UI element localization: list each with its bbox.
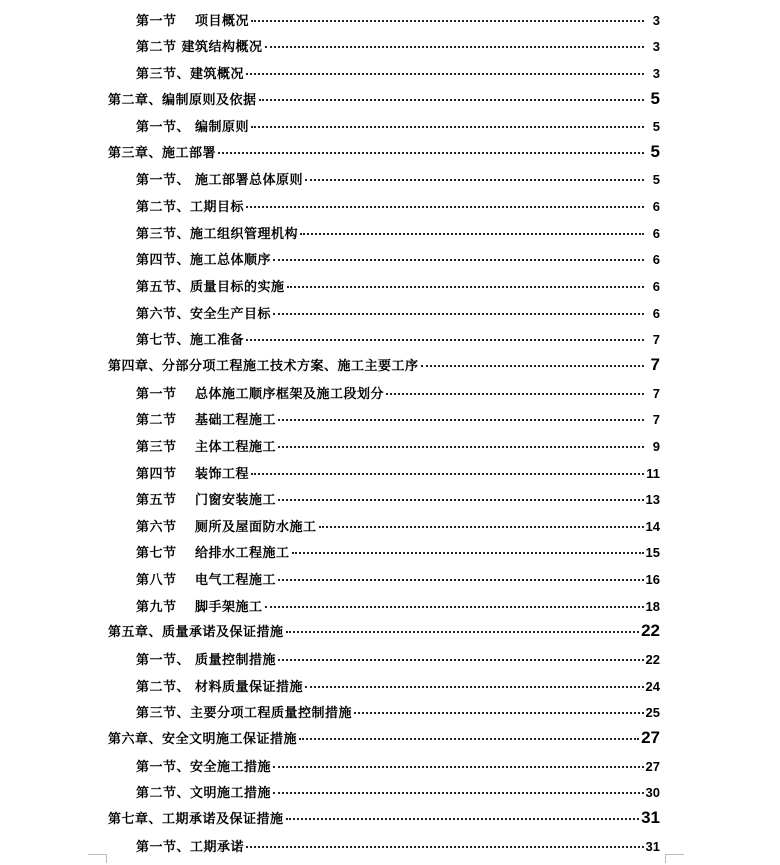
toc-entry-line [136,63,660,82]
dot-leader [273,792,644,794]
toc-entry-line [136,542,660,561]
toc-entry-title: 第四章、分部分项工程施工技术方案、施工主要工序 [108,358,419,374]
toc-page-number: 16 [645,572,660,588]
dot-leader [246,846,644,848]
toc-entry-line [136,223,660,242]
toc-entry-line [108,89,660,109]
dot-leader [286,818,640,820]
toc-page-number: 27 [645,758,660,774]
toc-entry-line [108,621,660,641]
toc-section-entry[interactable] [0,459,780,486]
toc-page-number: 25 [645,705,660,721]
toc-page-number: 18 [645,598,660,614]
dot-leader [246,73,644,75]
toc-entry-title: 第三章、施工部署 [108,145,217,161]
toc-entry-title: 第七章、工期承诺及保证措施 [108,811,284,827]
toc-section-entry[interactable] [0,192,780,219]
toc-page-number: 13 [645,492,660,508]
toc-entry-title: 第一节、 施工部署总体原则 [136,173,304,189]
dot-leader [251,473,644,475]
toc-entry-line [136,596,660,615]
toc-entry-title: 第一节 项目概况 [136,13,250,29]
toc-entry-title: 第四节 装饰工程 [136,466,250,482]
toc-section-entry[interactable] [0,166,780,193]
toc-page-number: 5 [652,119,660,135]
toc-section-entry[interactable] [0,406,780,433]
toc-entry-line [108,142,660,162]
toc-page-number: 22 [645,652,660,668]
dot-leader [246,339,644,341]
dot-leader [218,152,644,154]
toc-entry-title: 第五节、质量目标的实施 [136,280,285,296]
toc-page-number: 3 [652,65,660,81]
toc-entry-line [136,10,660,29]
toc-page-number: 6 [652,225,660,241]
toc-entry-line [136,516,660,535]
toc-entry-title: 第二节、文明施工措施 [136,786,272,802]
toc-page-number: 22 [641,621,660,641]
dot-leader [246,206,644,208]
toc-entry-title: 第二节 建筑结构概况 [136,40,263,56]
toc-page-number: 7 [652,385,660,401]
dot-leader [265,46,644,48]
toc-chapter-entry[interactable] [0,805,780,832]
toc-page-number: 7 [650,354,660,374]
toc-page-number: 24 [645,678,660,694]
toc-entry-line [136,489,660,508]
dot-leader [421,365,644,367]
toc-section-entry[interactable] [0,272,780,299]
toc-entry-title: 第六节、安全生产目标 [136,306,272,322]
toc-section-entry[interactable] [0,59,780,86]
toc-entry-line [136,383,660,402]
dot-leader [251,20,644,22]
dot-leader [305,179,644,181]
toc-entry-title: 第九节 脚手架施工 [136,599,263,615]
dot-leader [278,579,644,581]
toc-entry-line [136,463,660,482]
toc-entry-line [136,649,660,668]
toc-entry-line [108,808,660,828]
toc-section-entry[interactable] [0,752,780,779]
dot-leader [273,259,644,261]
toc-page-number: 5 [650,88,660,108]
toc-page-number: 3 [652,12,660,28]
toc-page-number: 11 [646,465,660,481]
toc-page-number: 5 [652,172,660,188]
toc-entry-title: 第六章、安全文明施工保证措施 [108,731,298,747]
dot-leader [292,552,644,554]
toc-page-number: 7 [652,412,660,428]
dot-leader [273,766,644,768]
toc-entry-title: 第三节、主要分项工程质量控制措施 [136,706,353,722]
toc-entry-line [136,169,660,188]
toc-section-entry[interactable] [0,565,780,592]
toc-entry-line [136,249,660,268]
dot-leader [251,126,644,128]
toc-entry-line [136,36,660,55]
toc-page-number: 31 [645,838,660,854]
toc-page-number: 30 [645,785,660,801]
toc-page-number: 3 [652,39,660,55]
dot-leader [386,393,644,395]
toc-entry-title: 第七节 给排水工程施工 [136,546,290,562]
toc-entry-line [136,116,660,135]
toc-chapter-entry[interactable] [0,619,780,646]
toc-section-entry[interactable] [0,326,780,353]
toc-chapter-entry[interactable] [0,352,780,379]
toc-section-entry[interactable] [0,299,780,326]
toc-section-entry[interactable] [0,592,780,619]
dot-leader [273,313,644,315]
toc-page-number: 7 [652,332,660,348]
toc-entry-title: 第一节 总体施工顺序框架及施工段划分 [136,386,385,402]
toc-page-number: 27 [641,727,660,747]
toc-entry-title: 第一节、 质量控制措施 [136,653,277,669]
toc-entry-title: 第五章、质量承诺及保证措施 [108,625,284,641]
page-corner-mark-right [665,854,684,863]
toc-entry-title: 第二节 基础工程施工 [136,413,277,429]
toc-page-number: 15 [645,545,660,561]
toc-entry-line [136,409,660,428]
toc-section-entry[interactable] [0,113,780,140]
toc-entry-line [136,196,660,215]
toc-entry-title: 第四节、施工总体顺序 [136,253,272,269]
toc-entry-title: 第一节、 编制原则 [136,120,250,136]
toc-entry-title: 第七节、施工准备 [136,333,245,349]
toc-entry-line [136,836,660,855]
dot-leader [278,446,644,448]
toc-entry-line [136,303,660,322]
page-corner-mark-left [88,854,107,863]
toc-entry-line [136,329,660,348]
toc-entry-title: 第三节、施工组织管理机构 [136,226,299,242]
dot-leader [265,606,644,608]
toc-page-number: 31 [641,807,660,827]
toc-chapter-entry[interactable] [0,139,780,166]
toc-section-entry[interactable] [0,699,780,726]
dot-leader [278,499,644,501]
toc-section-entry[interactable] [0,219,780,246]
table-of-contents [0,6,780,859]
toc-page-number: 6 [652,279,660,295]
toc-entry-line [136,702,660,721]
toc-section-entry[interactable] [0,33,780,60]
dot-leader [319,526,644,528]
toc-section-entry[interactable] [0,539,780,566]
dot-leader [259,99,644,101]
toc-entry-line [108,728,660,748]
toc-entry-title: 第三节、建筑概况 [136,66,245,82]
toc-section-entry[interactable] [0,779,780,806]
toc-page-number: 14 [645,518,660,534]
dot-leader [305,686,644,688]
dot-leader [278,419,644,421]
toc-page-number: 5 [650,141,660,161]
toc-section-entry[interactable] [0,379,780,406]
toc-entry-title: 第五节 门窗安装施工 [136,493,277,509]
toc-entry-line [136,569,660,588]
toc-section-entry[interactable] [0,645,780,672]
toc-page-number: 6 [652,252,660,268]
toc-section-entry[interactable] [0,486,780,513]
toc-entry-title: 第三节 主体工程施工 [136,439,277,455]
toc-section-entry[interactable] [0,432,780,459]
dot-leader [287,286,644,288]
dot-leader [354,712,644,714]
toc-entry-line [136,676,660,695]
toc-entry-line [136,276,660,295]
toc-entry-line [136,756,660,775]
toc-section-entry[interactable] [0,832,780,859]
toc-entry-title: 第二节、 材料质量保证措施 [136,679,304,695]
toc-entry-title: 第八节 电气工程施工 [136,573,277,589]
dot-leader [278,659,644,661]
toc-entry-line [136,436,660,455]
toc-entry-title: 第二章、编制原则及依据 [108,92,257,108]
toc-entry-title: 第一节、工期承诺 [136,839,245,855]
toc-section-entry[interactable] [0,672,780,699]
toc-entry-line [108,355,660,375]
toc-entry-title: 第二节、工期目标 [136,200,245,216]
toc-page-number: 6 [652,305,660,321]
toc-entry-line [136,782,660,801]
toc-entry-title: 第六节 厕所及屋面防水施工 [136,519,317,535]
dot-leader [299,738,639,740]
toc-chapter-entry[interactable] [0,86,780,113]
dot-leader [300,233,644,235]
toc-section-entry[interactable] [0,6,780,33]
toc-page-number: 6 [652,199,660,215]
toc-chapter-entry[interactable] [0,725,780,752]
toc-page-number: 9 [652,438,660,454]
toc-section-entry[interactable] [0,512,780,539]
toc-entry-title: 第一节、安全施工措施 [136,759,272,775]
toc-section-entry[interactable] [0,246,780,273]
dot-leader [286,631,640,633]
